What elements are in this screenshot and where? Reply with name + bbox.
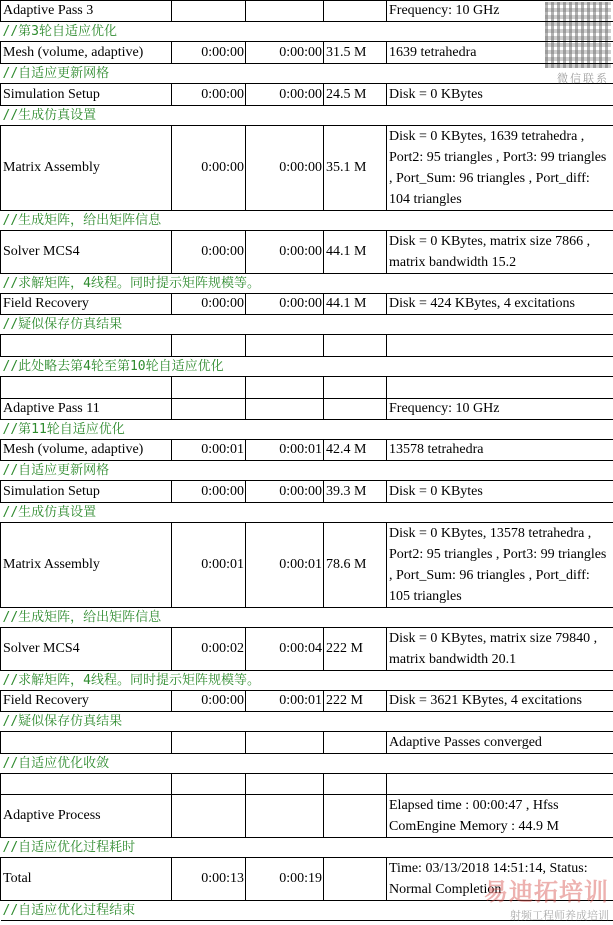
task-cell: Solver MCS4: [1, 628, 172, 671]
cpu-time-cell: 0:00:04: [246, 628, 324, 671]
comment-row: [1, 64, 613, 84]
memory-cell: 222 M: [324, 628, 387, 671]
memory-cell: [324, 399, 387, 420]
real-time-cell: [172, 335, 246, 357]
info-cell: Disk = 0 KBytes: [387, 84, 613, 106]
comment-text: //疑似保存仿真结果: [1, 315, 613, 335]
task-cell: Total: [1, 858, 172, 901]
task-cell: Field Recovery: [1, 691, 172, 712]
comment-row: [1, 274, 613, 294]
task-cell: Field Recovery: [1, 294, 172, 315]
real-time-cell: [172, 774, 246, 795]
cpu-time-cell: [246, 774, 324, 795]
comment-text: //自适应更新网格: [1, 461, 613, 481]
real-time-cell: 0:00:02: [172, 628, 246, 671]
task-cell: Adaptive Process: [1, 795, 172, 838]
table-row: [1, 294, 613, 315]
empty-row: [1, 774, 613, 795]
comment-row: [1, 461, 613, 481]
cpu-time-cell: [246, 732, 324, 754]
task-cell: Solver MCS4: [1, 231, 172, 274]
comment-text: //自适应更新网格: [1, 64, 613, 84]
comment-row: [1, 357, 613, 377]
comment-row: [1, 315, 613, 335]
task-cell: Mesh (volume, adaptive): [1, 42, 172, 64]
table-row: [1, 523, 613, 608]
task-cell: Matrix Assembly: [1, 126, 172, 211]
info-cell: Disk = 0 KBytes, 1639 tetrahedra , Port2: 95 triangles , Port3: 99 triangles , Port_Sum: 96 triangles , Port_diff: 104 triangles: [387, 126, 613, 211]
cpu-time-cell: [246, 795, 324, 838]
comment-row: [1, 838, 613, 858]
task-cell: Mesh (volume, adaptive): [1, 440, 172, 461]
real-time-cell: 0:00:13: [172, 858, 246, 901]
table-row: [1, 440, 613, 461]
comment-text: //生成矩阵，给出矩阵信息: [1, 211, 613, 231]
comment-text: //疑似保存仿真结果: [1, 712, 613, 732]
cpu-time-cell: [246, 399, 324, 420]
real-time-cell: 0:00:01: [172, 440, 246, 461]
info-cell: [387, 377, 613, 399]
info-cell: Frequency: 10 GHz: [387, 1, 613, 22]
info-cell: Disk = 3621 KBytes, 4 excitations: [387, 691, 613, 712]
cpu-time-cell: 0:00:00: [246, 294, 324, 315]
info-cell: Time: 03/13/2018 14:51:14, Status: Normal Completion: [387, 858, 613, 901]
memory-cell: 222 M: [324, 691, 387, 712]
memory-cell: [324, 774, 387, 795]
info-cell: Elapsed time : 00:00:47 , Hfss ComEngine Memory : 44.9 M: [387, 795, 613, 838]
comment-text: //自适应优化过程耗时: [1, 838, 613, 858]
memory-cell: 44.1 M: [324, 231, 387, 274]
cpu-time-cell: 0:00:00: [246, 481, 324, 503]
real-time-cell: 0:00:00: [172, 126, 246, 211]
info-cell: 1639 tetrahedra: [387, 42, 613, 64]
info-cell: Disk = 0 KBytes, matrix size 7866 , matrix bandwidth 15.2: [387, 231, 613, 274]
comment-row: [1, 608, 613, 628]
info-cell: Frequency: 10 GHz: [387, 399, 613, 420]
comment-row: [1, 106, 613, 126]
comment-text: //自适应优化过程结束: [1, 901, 613, 921]
table-row: [1, 399, 613, 420]
table-row: [1, 691, 613, 712]
real-time-cell: 0:00:00: [172, 42, 246, 64]
memory-cell: [324, 1, 387, 22]
comment-row: [1, 712, 613, 732]
watermark-logo: 易迪拓培训: [484, 878, 609, 906]
table-row: [1, 628, 613, 671]
table-row: [1, 84, 613, 106]
real-time-cell: [172, 1, 246, 22]
memory-cell: [324, 732, 387, 754]
table-row: [1, 42, 613, 64]
table-row: [1, 126, 613, 211]
empty-row: [1, 377, 613, 399]
real-time-cell: 0:00:00: [172, 231, 246, 274]
info-cell: Disk = 424 KBytes, 4 excitations: [387, 294, 613, 315]
memory-cell: 78.6 M: [324, 523, 387, 608]
table-row: [1, 1, 613, 22]
cpu-time-cell: [246, 1, 324, 22]
info-cell: Disk = 0 KBytes, 13578 tetrahedra , Port2: 95 triangles , Port3: 99 triangles , Port_Sum: 96 triangles , Port_diff: 105 triangles: [387, 523, 613, 608]
comment-text: //第11轮自适应优化: [1, 420, 613, 440]
table-row: [1, 795, 613, 838]
table-row: [1, 732, 613, 754]
real-time-cell: 0:00:00: [172, 691, 246, 712]
cpu-time-cell: [246, 335, 324, 357]
comment-row: [1, 671, 613, 691]
info-cell: [387, 774, 613, 795]
comment-row: [1, 22, 613, 42]
real-time-cell: [172, 732, 246, 754]
memory-cell: 24.5 M: [324, 84, 387, 106]
table-row: [1, 481, 613, 503]
task-cell: Adaptive Pass 3: [1, 1, 172, 22]
real-time-cell: [172, 377, 246, 399]
task-cell: Simulation Setup: [1, 481, 172, 503]
info-cell: [387, 335, 613, 357]
cpu-time-cell: 0:00:01: [246, 691, 324, 712]
watermark-subtitle: 射频工程师养成培训: [510, 909, 609, 922]
memory-cell: [324, 795, 387, 838]
comment-text: //求解矩阵，4线程。同时提示矩阵规模等。: [1, 274, 613, 294]
real-time-cell: [172, 795, 246, 838]
info-cell: Disk = 0 KBytes: [387, 481, 613, 503]
memory-cell: 39.3 M: [324, 481, 387, 503]
memory-cell: [324, 335, 387, 357]
memory-cell: 44.1 M: [324, 294, 387, 315]
cpu-time-cell: 0:00:01: [246, 523, 324, 608]
cpu-time-cell: 0:00:00: [246, 126, 324, 211]
memory-cell: [324, 858, 387, 901]
comment-text: //求解矩阵，4线程。同时提示矩阵规模等。: [1, 671, 613, 691]
comment-row: [1, 754, 613, 774]
real-time-cell: [172, 399, 246, 420]
qr-caption: 微信联系: [557, 72, 609, 85]
comment-text: //生成矩阵，给出矩阵信息: [1, 608, 613, 628]
comment-row: [1, 420, 613, 440]
task-cell: [1, 732, 172, 754]
real-time-cell: 0:00:00: [172, 481, 246, 503]
info-cell: Disk = 0 KBytes, matrix size 79840 , matrix bandwidth 20.1: [387, 628, 613, 671]
qr-code-watermark: [545, 2, 611, 68]
memory-cell: [324, 377, 387, 399]
comment-text: //此处略去第4轮至第10轮自适应优化: [1, 357, 613, 377]
real-time-cell: 0:00:00: [172, 84, 246, 106]
task-cell: [1, 377, 172, 399]
comment-text: //自适应优化收敛: [1, 754, 613, 774]
task-cell: [1, 774, 172, 795]
cpu-time-cell: 0:00:00: [246, 84, 324, 106]
cpu-time-cell: 0:00:19: [246, 858, 324, 901]
comment-row: [1, 211, 613, 231]
real-time-cell: 0:00:01: [172, 523, 246, 608]
cpu-time-cell: 0:00:01: [246, 440, 324, 461]
table-row: [1, 231, 613, 274]
memory-cell: 35.1 M: [324, 126, 387, 211]
task-cell: Simulation Setup: [1, 84, 172, 106]
comment-text: //生成仿真设置: [1, 106, 613, 126]
cpu-time-cell: [246, 377, 324, 399]
memory-cell: 42.4 M: [324, 440, 387, 461]
cpu-time-cell: 0:00:00: [246, 42, 324, 64]
real-time-cell: 0:00:00: [172, 294, 246, 315]
comment-text: //第3轮自适应优化: [1, 22, 613, 42]
empty-row: [1, 335, 613, 357]
task-cell: Matrix Assembly: [1, 523, 172, 608]
info-cell: 13578 tetrahedra: [387, 440, 613, 461]
comment-row: [1, 503, 613, 523]
info-cell: Adaptive Passes converged: [387, 732, 613, 754]
comment-text: //生成仿真设置: [1, 503, 613, 523]
memory-cell: 31.5 M: [324, 42, 387, 64]
cpu-time-cell: 0:00:00: [246, 231, 324, 274]
task-cell: [1, 335, 172, 357]
task-cell: Adaptive Pass 11: [1, 399, 172, 420]
